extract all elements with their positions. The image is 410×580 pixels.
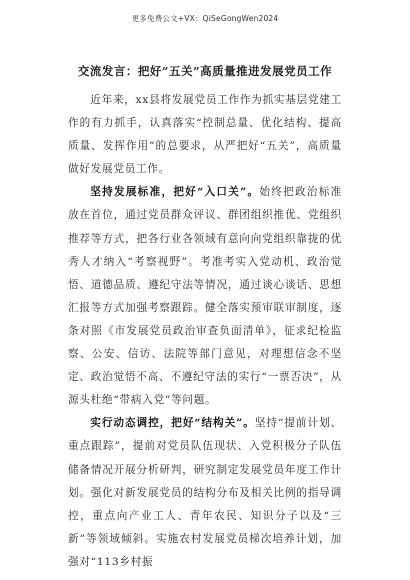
paragraph-heading: 坚持发展标准，把好“入口关”。 xyxy=(90,186,260,199)
promo-header: 更多免费公文+VX：QiSeGongWen2024 xyxy=(131,14,279,23)
section-paragraph-structure-control xyxy=(68,412,342,574)
document-title: 交流发言：把好“五关”高质量推进发展党员工作 xyxy=(77,64,333,78)
paragraph-text: 近年来，xx县将发展党员工作作为抓实基层党建工作的有力抓手，认真落实“控制总量、优化结构、提高质量、发挥作用”的总要求，从严把好“五关”，高质量做好发展党员工作。 xyxy=(68,94,342,176)
document-body xyxy=(68,89,342,574)
intro-paragraph xyxy=(68,89,342,181)
paragraph-text: 始终把政治标准放在首位，通过党员群众评议、群团组织推优、党组织推荐等方式，把各行业各领域有意向向党组织靠拢的优秀人才纳入“考察视野”。考准考实入党动机、政治觉悟、道德品质、遵纪守法等情况，通过谈心谈话、思想汇报等方式加强考察跟踪。健全落实预审联审制度，逐条对照《市发展党员政治审查负面清单》，征求纪检监察、公安、信访、法院等部门意见，对理想信念不坚定、政治觉悟不高、不遵纪守法的实行“一票否决”，从源头杜绝“带病入党”等问题。 xyxy=(68,186,343,407)
section-paragraph-entry-control xyxy=(68,181,342,412)
paragraph-heading: 实行动态调控，把好“结构关”。 xyxy=(90,417,255,430)
paragraph-text: 坚持“提前计划、重点跟踪”，提前对党员队伍现状、入党积极分子队伍储备情况开展分析研判，研究制定发展党员年度工作计划。强化对新发展党员的结构分布及相关比例的指导调控，重点向产业工人、青年农民、知识分子以及“三新”等领域倾斜。实施农村发展党员梯次培养计划，加强对“113乡村振 xyxy=(68,417,342,568)
